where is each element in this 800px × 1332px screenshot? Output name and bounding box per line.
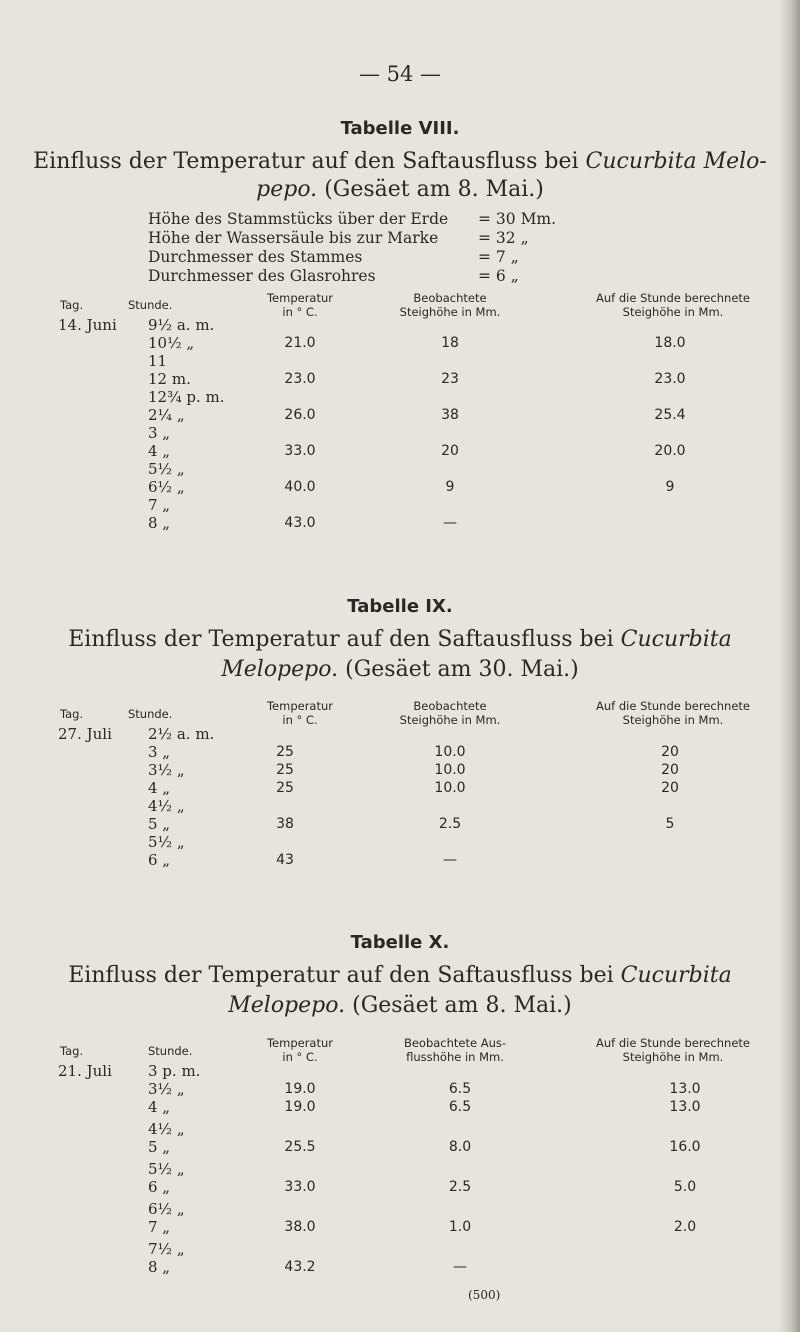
temp-cell: 33.0 bbox=[284, 443, 316, 459]
hour-cell: 11 bbox=[148, 352, 168, 370]
calc-cell: 13.0 bbox=[669, 1081, 701, 1097]
obs-cell: 10.0 bbox=[434, 744, 466, 760]
header-observed bbox=[380, 1036, 530, 1064]
calc-cell: 20 bbox=[661, 780, 679, 796]
table-x-day: 21. Juli bbox=[58, 1062, 112, 1080]
hour-cell: 12¾ p. m. bbox=[148, 388, 225, 406]
header-temperature bbox=[245, 1036, 355, 1064]
table-viii-day: 14. Juni bbox=[58, 316, 117, 334]
caption-date: (Gesäet am 8. Mai.) bbox=[324, 177, 544, 202]
meta-label: Durchmesser des Stammes bbox=[148, 248, 363, 266]
hour-cell: 4½ „ bbox=[148, 797, 185, 815]
obs-cell: 2.5 bbox=[448, 1179, 472, 1195]
caption-text: Einfluss der Temperatur auf den Saftausfluss bei bbox=[68, 963, 614, 988]
table-viii-caption-line2 bbox=[0, 176, 800, 204]
hour-cell: 4 „ bbox=[148, 442, 171, 460]
obs-cell: 10.0 bbox=[434, 780, 466, 796]
meta-label: Durchmesser des Glasrohres bbox=[148, 267, 376, 285]
temp-cell: 33.0 bbox=[284, 1179, 316, 1195]
obs-cell: 2.5 bbox=[438, 816, 462, 832]
hour-cell: 12 m. bbox=[148, 370, 191, 388]
header-temp-line2: in ° C. bbox=[282, 305, 318, 319]
meta-label: Höhe des Stammstücks über der Erde bbox=[148, 210, 449, 228]
calc-cell: 5.0 bbox=[673, 1179, 697, 1195]
temp-cell: 25 bbox=[276, 780, 294, 796]
temp-cell: 25 bbox=[276, 762, 294, 778]
hour-cell: 3 „ bbox=[148, 743, 171, 761]
header-stunde: Stunde. bbox=[128, 707, 173, 721]
hour-cell: 7 „ bbox=[148, 496, 171, 514]
temp-cell: 23.0 bbox=[284, 371, 316, 387]
table-x-caption-line1 bbox=[0, 962, 800, 990]
header-temp-line2: in ° C. bbox=[282, 1050, 318, 1064]
header-stunde: Stunde. bbox=[128, 298, 173, 312]
hour-cell: 4½ „ bbox=[148, 1120, 185, 1138]
table-ix-caption-line1 bbox=[0, 626, 800, 654]
hour-cell: 3½ „ bbox=[148, 761, 185, 779]
header-calculated bbox=[568, 291, 778, 319]
header-stunde: Stunde. bbox=[148, 1044, 193, 1058]
obs-cell: 38 bbox=[441, 407, 459, 423]
hour-cell: 5½ „ bbox=[148, 1160, 185, 1178]
hour-cell: 7½ „ bbox=[148, 1240, 185, 1258]
temp-cell: 40.0 bbox=[284, 479, 316, 495]
table-x-title: Tabelle X. bbox=[350, 932, 450, 953]
hour-cell: 7 „ bbox=[148, 1218, 171, 1236]
hour-cell: 6 „ bbox=[148, 1178, 171, 1196]
obs-cell: — bbox=[443, 852, 457, 868]
header-temp-line1: Temperatur bbox=[266, 699, 334, 713]
calc-cell: 20.0 bbox=[654, 443, 686, 459]
caption-species: Cucurbita Melo- bbox=[585, 149, 767, 174]
header-observed bbox=[380, 699, 520, 727]
meta-value: = 6 „ bbox=[478, 267, 519, 285]
header-obs-line2: Steighöhe in Mm. bbox=[399, 305, 501, 319]
hour-cell: 5 „ bbox=[148, 1138, 171, 1156]
header-temp-line1: Temperatur bbox=[266, 1036, 334, 1050]
calc-cell: 20 bbox=[661, 744, 679, 760]
hour-cell: 6½ „ bbox=[148, 1200, 185, 1218]
temp-cell: 19.0 bbox=[284, 1081, 316, 1097]
calc-cell: 20 bbox=[661, 762, 679, 778]
calc-cell: 16.0 bbox=[669, 1139, 701, 1155]
header-tag: Tag. bbox=[60, 298, 84, 312]
temp-cell: 38 bbox=[276, 816, 294, 832]
hour-cell: 3 p. m. bbox=[148, 1062, 201, 1080]
caption-species: pepo. bbox=[256, 177, 318, 202]
header-obs-line1: Beobachtete Aus- bbox=[403, 1036, 507, 1050]
obs-cell: 20 bbox=[441, 443, 459, 459]
hour-cell: 8 „ bbox=[148, 514, 171, 532]
calc-cell: 25.4 bbox=[654, 407, 686, 423]
header-calc-line2: Steighöhe in Mm. bbox=[622, 305, 724, 319]
page-number: — 54 — bbox=[358, 62, 442, 86]
header-calc-line1: Auf die Stunde berechnete bbox=[596, 291, 750, 305]
header-calculated bbox=[568, 699, 778, 727]
header-calculated bbox=[568, 1036, 778, 1064]
temp-cell: 25.5 bbox=[284, 1139, 316, 1155]
table-ix-title: Tabelle IX. bbox=[347, 596, 453, 617]
obs-cell: — bbox=[443, 515, 457, 531]
hour-cell: 5½ „ bbox=[148, 460, 185, 478]
calc-cell: 5 bbox=[665, 816, 675, 832]
temp-cell: 43 bbox=[276, 852, 294, 868]
obs-cell: 1.0 bbox=[448, 1219, 472, 1235]
calc-cell: 18.0 bbox=[654, 335, 686, 351]
calc-cell: 23.0 bbox=[654, 371, 686, 387]
hour-cell: 4 „ bbox=[148, 779, 171, 797]
calc-cell: 9 bbox=[665, 479, 675, 495]
table-viii-title: Tabelle VIII. bbox=[340, 118, 460, 139]
hour-cell: 4 „ bbox=[148, 1098, 171, 1116]
obs-cell: 8.0 bbox=[448, 1139, 472, 1155]
header-obs-line2: flusshöhe in Mm. bbox=[406, 1050, 504, 1064]
obs-cell: 18 bbox=[441, 335, 459, 351]
hour-cell: 6 „ bbox=[148, 851, 171, 869]
header-observed bbox=[380, 291, 520, 319]
caption-species: Melopepo. bbox=[228, 993, 346, 1018]
obs-cell: 9 bbox=[445, 479, 455, 495]
caption-date: (Gesäet am 8. Mai.) bbox=[352, 993, 572, 1018]
hour-cell: 3½ „ bbox=[148, 1080, 185, 1098]
meta-value: = 30 Mm. bbox=[478, 210, 557, 228]
header-temp-line2: in ° C. bbox=[282, 713, 318, 727]
table-x-caption-line2 bbox=[0, 992, 800, 1020]
caption-species: Melopepo. bbox=[221, 657, 339, 682]
hour-cell: 5 „ bbox=[148, 815, 171, 833]
temp-cell: 43.2 bbox=[284, 1259, 316, 1275]
hour-cell: 10½ „ bbox=[148, 334, 195, 352]
footer-note: (500) bbox=[468, 1288, 501, 1302]
table-ix-day: 27. Juli bbox=[58, 725, 112, 743]
obs-cell: — bbox=[453, 1259, 467, 1275]
meta-value: = 32 „ bbox=[478, 229, 529, 247]
temp-cell: 43.0 bbox=[284, 515, 316, 531]
temp-cell: 21.0 bbox=[284, 335, 316, 351]
caption-species: Cucurbita bbox=[620, 627, 732, 652]
meta-label: Höhe der Wassersäule bis zur Marke bbox=[148, 229, 439, 247]
temp-cell: 26.0 bbox=[284, 407, 316, 423]
obs-cell: 6.5 bbox=[448, 1099, 472, 1115]
table-viii-caption-line1 bbox=[0, 148, 800, 176]
caption-text: Einfluss der Temperatur auf den Saftausfluss bei bbox=[33, 149, 579, 174]
header-temp-line1: Temperatur bbox=[266, 291, 334, 305]
hour-cell: 3 „ bbox=[148, 424, 171, 442]
obs-cell: 23 bbox=[441, 371, 459, 387]
hour-cell: 8 „ bbox=[148, 1258, 171, 1276]
hour-cell: 9½ a. m. bbox=[148, 316, 215, 334]
caption-species: Cucurbita bbox=[620, 963, 732, 988]
temp-cell: 38.0 bbox=[284, 1219, 316, 1235]
caption-text: Einfluss der Temperatur auf den Saftausfluss bei bbox=[68, 627, 614, 652]
calc-cell: 2.0 bbox=[673, 1219, 697, 1235]
header-obs-line1: Beobachtete bbox=[413, 291, 487, 305]
header-calc-line1: Auf die Stunde berechnete bbox=[596, 699, 750, 713]
header-temperature bbox=[245, 699, 355, 727]
calc-cell: 13.0 bbox=[669, 1099, 701, 1115]
caption-date: (Gesäet am 30. Mai.) bbox=[345, 657, 579, 682]
table-ix-caption-line2 bbox=[0, 656, 800, 684]
hour-cell: 2¼ „ bbox=[148, 406, 185, 424]
header-obs-line2: Steighöhe in Mm. bbox=[399, 713, 501, 727]
temp-cell: 19.0 bbox=[284, 1099, 316, 1115]
header-tag: Tag. bbox=[60, 707, 84, 721]
obs-cell: 6.5 bbox=[448, 1081, 472, 1097]
header-obs-line1: Beobachtete bbox=[413, 699, 487, 713]
hour-cell: 6½ „ bbox=[148, 478, 185, 496]
header-calc-line1: Auf die Stunde berechnete bbox=[596, 1036, 750, 1050]
hour-cell: 2½ a. m. bbox=[148, 725, 215, 743]
meta-value: = 7 „ bbox=[478, 248, 519, 266]
hour-cell: 5½ „ bbox=[148, 833, 185, 851]
obs-cell: 10.0 bbox=[434, 762, 466, 778]
header-calc-line2: Steighöhe in Mm. bbox=[622, 713, 724, 727]
temp-cell: 25 bbox=[276, 744, 294, 760]
header-tag: Tag. bbox=[60, 1044, 84, 1058]
header-calc-line2: Steighöhe in Mm. bbox=[622, 1050, 724, 1064]
header-temperature bbox=[245, 291, 355, 319]
